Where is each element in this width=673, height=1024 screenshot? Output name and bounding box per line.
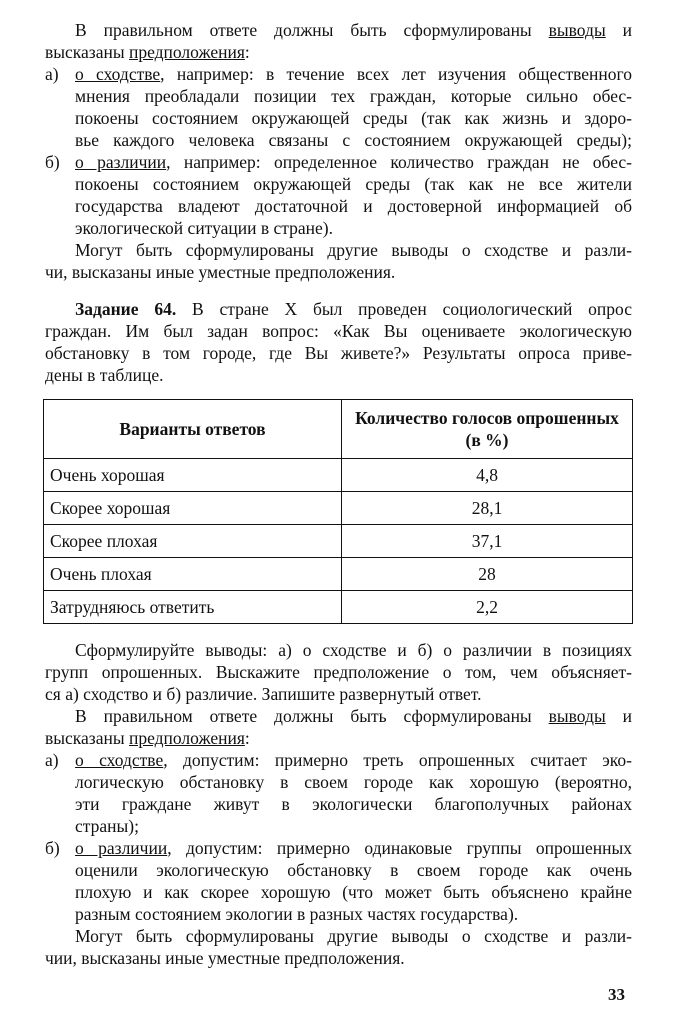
- text-segment: покоены состоянием окружающей среды (так как жизнь и здоро-: [75, 108, 632, 128]
- answer-option: Затрудняюсь ответить: [44, 591, 342, 624]
- underlined-term: о сходстве: [75, 750, 164, 770]
- text-segment: эти граждане живут в экологически благополучных районах: [75, 794, 632, 814]
- text-segment: В правильном ответе должны быть сформулированы: [75, 20, 549, 40]
- text-segment: покоены состоянием окружающей среды (так как не все жители: [75, 174, 632, 194]
- text-segment: Могут быть сформулированы другие выводы о сходстве и разли-: [75, 240, 632, 260]
- header-answer-options: Варианты ответов: [44, 400, 342, 459]
- underlined-term: о различии: [75, 152, 167, 172]
- percent-value: 2,2: [342, 591, 633, 624]
- text-segment: В стране Х был проведен социологический опрос: [176, 299, 632, 319]
- text-line: [45, 683, 632, 705]
- text-line: [45, 661, 632, 683]
- underlined-term: выводы: [548, 706, 606, 726]
- text-segment: групп опрошенных. Выскажите предположение о том, чем объясняет-: [45, 662, 632, 682]
- text-line: [45, 107, 632, 129]
- text-segment: Сформулируйте выводы: а) о сходстве и б) о различии в позициях: [75, 640, 632, 660]
- page-number: 33: [608, 985, 625, 1004]
- text-line: [45, 815, 632, 837]
- text-line: [45, 364, 632, 386]
- text-segment: , например: в течение всех лет изучения общественного: [160, 64, 632, 84]
- underlined-term: выводы: [548, 20, 606, 40]
- text-segment: обстановку в том городе, где Вы живете?» Результаты опроса приве-: [45, 343, 632, 363]
- text-line: [45, 217, 632, 239]
- underlined-term: о различии: [75, 838, 168, 858]
- percent-value: 28,1: [342, 492, 633, 525]
- text-segment: и: [605, 706, 632, 726]
- text-segment: высказаны: [45, 42, 129, 62]
- list-marker: б): [45, 838, 60, 858]
- text-segment: В правильном ответе должны быть сформулированы: [75, 706, 549, 726]
- text-line: [45, 85, 632, 107]
- text-segment: :: [244, 42, 250, 62]
- text-line: [45, 925, 632, 947]
- text-line: [45, 151, 632, 173]
- text-line: [45, 859, 632, 881]
- table-row: [44, 558, 633, 591]
- text-line: [45, 727, 632, 749]
- answer-option: Очень плохая: [44, 558, 342, 591]
- task-64-paragraph: [45, 298, 632, 386]
- text-line: [45, 129, 632, 151]
- text-segment: государства владеют достаточной и достоверной информацией об: [75, 196, 632, 216]
- text-segment: вье каждого человека связаны с состоянием окружающей среды);: [75, 130, 632, 150]
- task-title: Задание 64.: [75, 299, 177, 319]
- list-marker: б): [45, 152, 60, 172]
- answer-option: Скорее хорошая: [44, 492, 342, 525]
- answer-paragraph-2: [45, 639, 632, 969]
- text-line: [45, 705, 632, 727]
- text-segment: Могут быть сформулированы другие выводы о сходстве и разли-: [75, 926, 632, 946]
- table-row: [44, 492, 633, 525]
- percent-value: 4,8: [342, 459, 633, 492]
- header-vote-percent: Количество голосов опрошенных (в %): [342, 400, 633, 459]
- text-segment: страны);: [75, 816, 139, 836]
- text-segment: логическую обстановку в своем городе как хорошую (вероятно,: [75, 772, 632, 792]
- table-row: [44, 591, 633, 624]
- text-line: [45, 639, 632, 661]
- table-header-row: [44, 400, 633, 459]
- text-line: [45, 41, 632, 63]
- text-segment: и: [605, 20, 632, 40]
- text-line: [45, 63, 632, 85]
- text-line: [45, 749, 632, 771]
- text-segment: высказаны: [45, 728, 129, 748]
- text-segment: граждан. Им был задан вопрос: «Как Вы оцениваете экологическую: [45, 321, 632, 341]
- text-segment: плохую и как скорее хорошую (что может быть объяснено крайне: [75, 882, 632, 902]
- survey-results-table: [43, 399, 633, 624]
- text-line: [45, 342, 632, 364]
- table-row: [44, 459, 633, 492]
- text-segment: ся а) сходство и б) различие. Запишите развернутый ответ.: [45, 684, 482, 704]
- text-segment: , например: определенное количество граждан не обес-: [166, 152, 633, 172]
- text-segment: оценили экологическую обстановку в своем городе как очень: [75, 860, 632, 880]
- text-line: [45, 837, 632, 859]
- text-segment: :: [244, 728, 250, 748]
- text-line: [45, 239, 632, 261]
- text-line: [45, 771, 632, 793]
- list-marker: а): [45, 64, 59, 84]
- underlined-term: предположения: [128, 42, 245, 62]
- text-line: [45, 261, 632, 283]
- text-line: [45, 320, 632, 342]
- underlined-term: предположения: [128, 728, 245, 748]
- answer-option: Скорее плохая: [44, 525, 342, 558]
- percent-value: 37,1: [342, 525, 633, 558]
- text-segment: разным состоянием экологии в разных частях государства).: [75, 904, 519, 924]
- text-segment: чии, высказаны иные уместные предположения.: [45, 948, 405, 968]
- text-segment: экологической ситуации в стране).: [75, 218, 333, 238]
- text-segment: , допустим: примерно одинаковые группы опрошенных: [167, 838, 632, 858]
- text-line: [45, 19, 632, 41]
- underlined-term: о сходстве: [75, 64, 161, 84]
- text-segment: чи, высказаны иные уместные предположения.: [45, 262, 396, 282]
- text-segment: , допустим: примерно треть опрошенных считает эко-: [163, 750, 632, 770]
- text-line: [45, 173, 632, 195]
- text-segment: дены в таблице.: [45, 365, 164, 385]
- answer-option: Очень хорошая: [44, 459, 342, 492]
- text-line: [45, 947, 632, 969]
- text-line: [45, 793, 632, 815]
- answer-paragraph-1: [45, 19, 632, 283]
- table-row: [44, 525, 633, 558]
- text-line: [45, 298, 632, 320]
- text-line: [45, 881, 632, 903]
- text-segment: мнения преобладали позиции тех граждан, которые сильно обес-: [75, 86, 632, 106]
- list-marker: а): [45, 750, 59, 770]
- text-line: [45, 195, 632, 217]
- percent-value: 28: [342, 558, 633, 591]
- text-line: [45, 903, 632, 925]
